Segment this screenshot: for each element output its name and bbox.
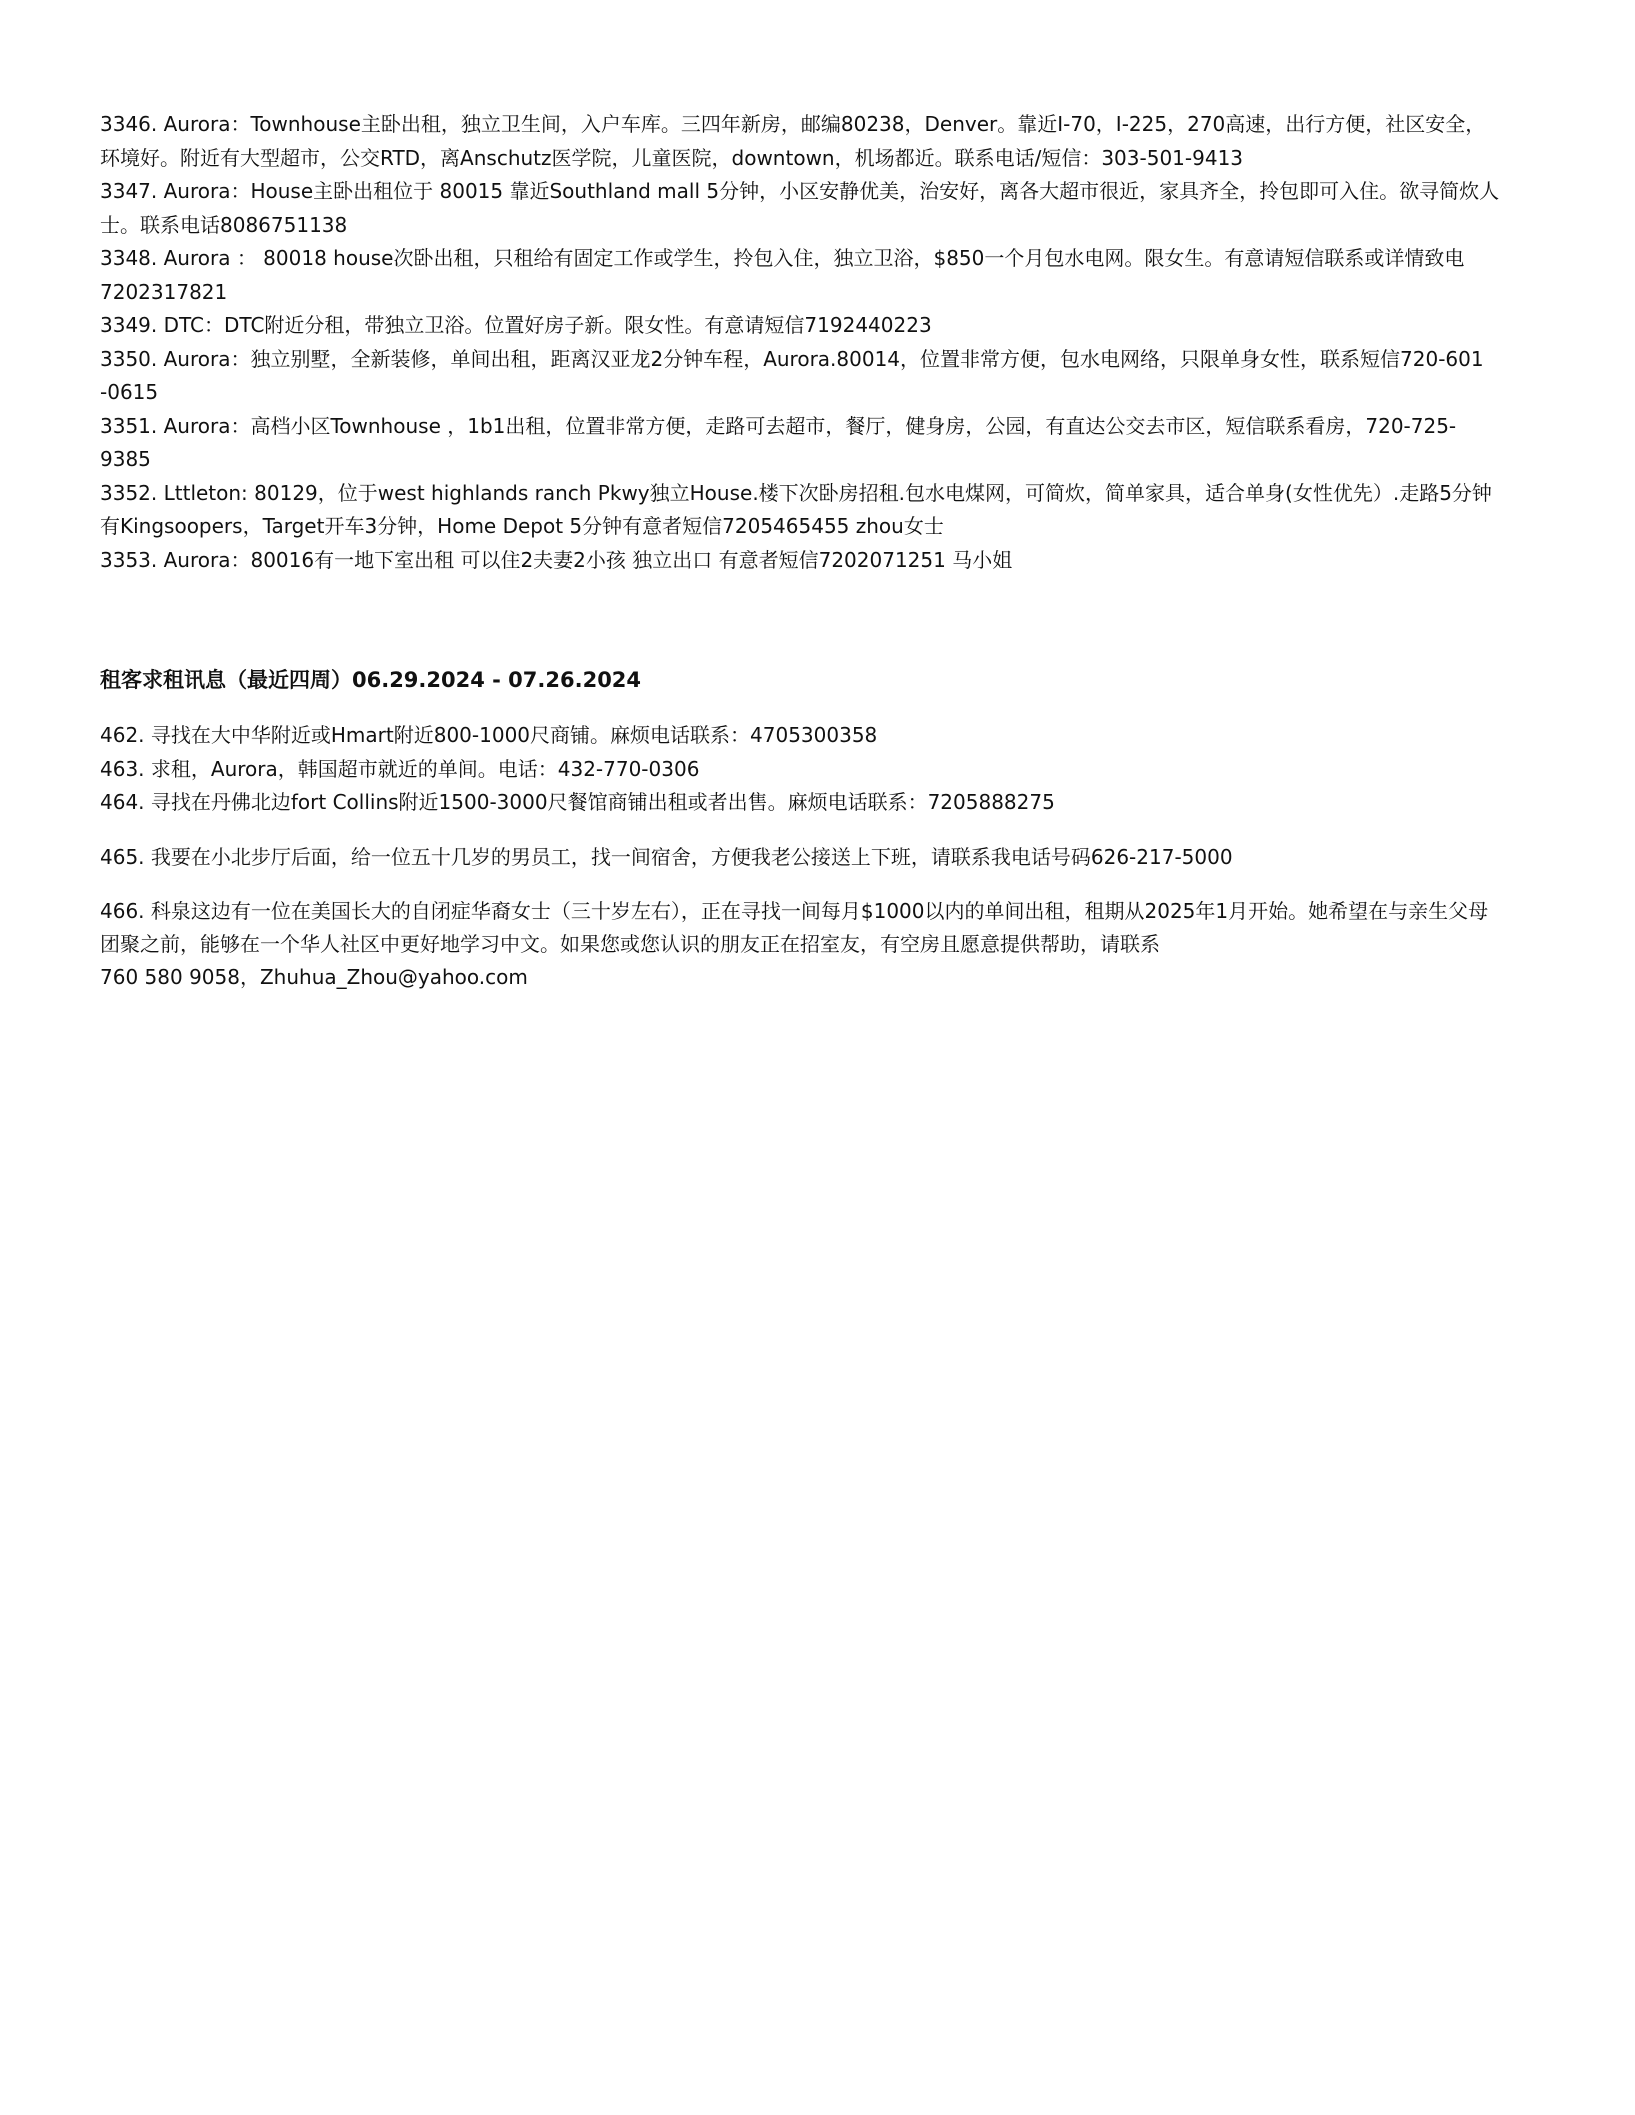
request-item-462: 462. 寻找在大中华附近或Hmart附近800-1000尺商铺。麻烦电话联系：4705300358: [100, 723, 878, 747]
request-item-466-contact: 760 580 9058，Zhuhua_Zhou@yahoo.com: [100, 964, 528, 989]
section-title-rental-requests: 租客求租讯息（最近四周）06.29.2024 - 07.26.2024: [100, 668, 642, 692]
rental-requests-group: [100, 719, 1505, 820]
document-page: [100, 108, 1505, 994]
request-item-464: 464. 寻找在丹佛北边fort Collins附近1500-3000尺餐馆商铺出租或者出售。麻烦电话联系：7205888275: [100, 790, 1055, 814]
rental-listings: [100, 108, 1505, 577]
listing-item-3353: 3353. Aurora：80016有一地下室出租 可以住2夫妻2小孩 独立出口 有意者短信7202071251 马小姐: [100, 547, 1013, 572]
request-item-463: 463. 求租，Aurora，韩国超市就近的单间。电话：432-770-0306: [100, 756, 700, 781]
listing-item-3347: 3347. Aurora：House主卧出租位于 80015 靠近Southland mall 5分钟，小区安静优美，治安好，离各大超市很近，家具齐全，拎包即可入住。欲寻简炊人士。联系电话8086751138: [100, 179, 1500, 237]
listing-item-3350: 3350. Aurora：独立别墅，全新装修，单间出租，距离汉亚龙2分钟车程，Aurora.80014，位置非常方便，包水电网络，只限单身女性，联系短信720-601 -0615: [100, 346, 1484, 404]
listing-item-3351: 3351. Aurora：高档小区Townhouse ，1b1出租，位置非常方便，走路可去超市，餐厅，健身房，公园，有直达公交去市区，短信联系看房，720-725-9385: [100, 413, 1457, 471]
listing-item-3349: 3349. DTC：DTC附近分租，带独立卫浴。位置好房子新。限女性。有意请短信7192440223: [100, 313, 932, 337]
request-item-465: 465. 我要在小北步厅后面，给一位五十几岁的男员工，找一间宿舍，方便我老公接送上下班，请联系我电话号码626-217-5000: [100, 844, 1233, 869]
listing-item-3352: 3352. Lttleton: 80129，位于west highlands ranch Pkwy独立House.楼下次卧房招租.包水电煤网，可简炊，简单家具，适合单身(女性优先）.走路5分钟有Kingsoopers，Target开车3分钟，Home Depot 5分钟有意者短信7205465455 zhou女士: [100, 480, 1492, 538]
listing-item-3346: 3346. Aurora：Townhouse主卧出租，独立卫生间，入户车库。三四年新房，邮编80238，Denver。靠近I-70，I-225，270高速，出行方便，社区安全，环境好。附近有大型超市，公交RTD，离Anschutz医学院，儿童医院，downtown，机场都近。联系电话/短信：303-501-9413: [100, 112, 1486, 170]
request-item-466: [100, 895, 1505, 994]
request-item-466-text: 466. 科泉这边有一位在美国长大的自闭症华裔女士（三十岁左右），正在寻找一间每月$1000以内的单间出租，租期从2025年1月开始。她希望在与亲生父母团聚之前，能够在一个华人社区中更好地学习中文。如果您或您认识的朋友正在招室友，有空房且愿意提供帮助，请联系: [100, 898, 1489, 956]
listing-item-3348: 3348. Aurora ： 80018 house次卧出租，只租给有固定工作或学生，拎包入住，独立卫浴，$850一个月包水电网。限女生。有意请短信联系或详情致电7202317821: [100, 246, 1465, 304]
